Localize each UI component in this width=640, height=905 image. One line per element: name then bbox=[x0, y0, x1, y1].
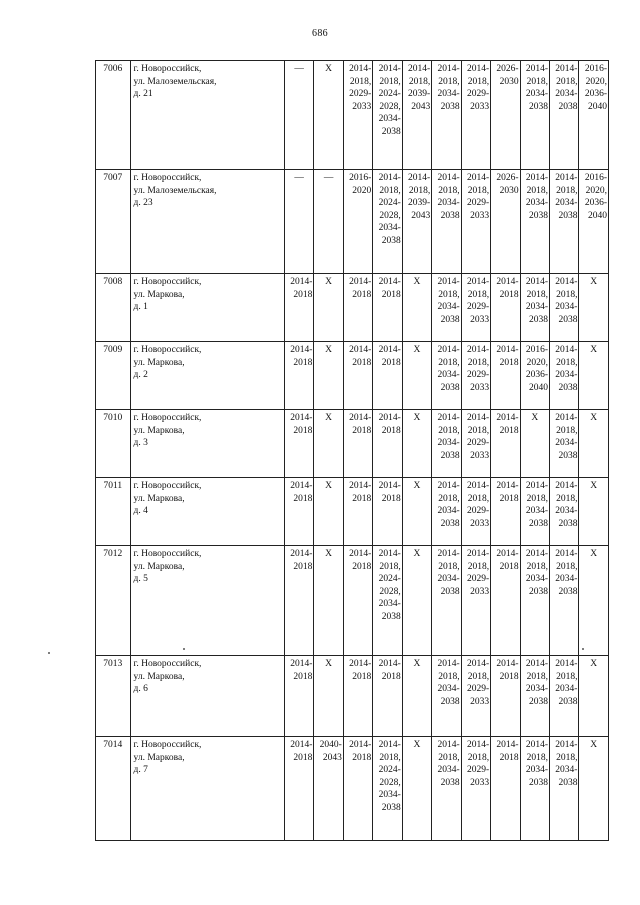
period-cell: 2014- 2018 bbox=[343, 478, 372, 546]
address-cell: г. Новороссийск, ул. Маркова, д. 5 bbox=[130, 546, 284, 656]
period-cell: X bbox=[314, 546, 343, 656]
period-cell: — bbox=[284, 170, 313, 274]
row-number: 7013 bbox=[96, 656, 131, 737]
period-cell: 2014- 2018, 2034- 2038 bbox=[550, 656, 579, 737]
period-cell: 2014- 2018, 2034- 2038 bbox=[550, 170, 579, 274]
period-cell: X bbox=[402, 546, 431, 656]
period-cell: 2014- 2018 bbox=[343, 410, 372, 478]
scan-speck bbox=[48, 652, 50, 654]
period-cell: X bbox=[520, 410, 549, 478]
row-number: 7011 bbox=[96, 478, 131, 546]
period-cell: 2014- 2018, 2029- 2033 bbox=[461, 737, 490, 841]
table-row bbox=[96, 274, 609, 342]
period-cell: X bbox=[579, 737, 609, 841]
period-cell: — bbox=[314, 170, 343, 274]
address-cell: г. Новороссийск, ул. Маркова, д. 2 bbox=[130, 342, 284, 410]
table-row bbox=[96, 737, 609, 841]
period-cell: 2014- 2018 bbox=[491, 656, 520, 737]
period-cell: 2014- 2018, 2029- 2033 bbox=[461, 478, 490, 546]
row-number: 7006 bbox=[96, 61, 131, 170]
period-cell: 2014- 2018, 2034- 2038 bbox=[432, 61, 461, 170]
period-cell: X bbox=[579, 478, 609, 546]
period-cell: 2014- 2018 bbox=[373, 478, 402, 546]
period-cell: 2014- 2018, 2034- 2038 bbox=[432, 737, 461, 841]
period-cell: 2014- 2018 bbox=[373, 656, 402, 737]
address-cell: г. Новороссийск, ул. Маркова, д. 1 bbox=[130, 274, 284, 342]
schedule-table bbox=[95, 60, 609, 841]
period-cell: 2014- 2018, 2034- 2038 bbox=[520, 478, 549, 546]
period-cell: 2014- 2018, 2039- 2043 bbox=[402, 61, 431, 170]
period-cell: 2014- 2018, 2029- 2033 bbox=[461, 656, 490, 737]
period-cell: 2014- 2018, 2034- 2038 bbox=[432, 656, 461, 737]
table-row bbox=[96, 546, 609, 656]
period-cell: X bbox=[579, 656, 609, 737]
period-cell: 2014- 2018, 2029- 2033 bbox=[461, 342, 490, 410]
scan-speck bbox=[183, 648, 185, 650]
period-cell: X bbox=[579, 274, 609, 342]
period-cell: 2016- 2020, 2036- 2040 bbox=[520, 342, 549, 410]
table-row bbox=[96, 61, 609, 170]
period-cell: 2014- 2018, 2034- 2038 bbox=[520, 274, 549, 342]
period-cell: X bbox=[579, 410, 609, 478]
row-number: 7009 bbox=[96, 342, 131, 410]
period-cell: 2014- 2018 bbox=[491, 546, 520, 656]
period-cell: 2026- 2030 bbox=[491, 170, 520, 274]
period-cell: 2014- 2018, 2034- 2038 bbox=[550, 274, 579, 342]
period-cell: X bbox=[402, 274, 431, 342]
table-row bbox=[96, 656, 609, 737]
period-cell: 2016- 2020, 2036- 2040 bbox=[579, 61, 609, 170]
period-cell: 2014- 2018 bbox=[343, 546, 372, 656]
period-cell: 2014- 2018, 2034- 2038 bbox=[520, 656, 549, 737]
period-cell: 2014- 2018, 2029- 2033 bbox=[461, 546, 490, 656]
period-cell: 2014- 2018 bbox=[343, 656, 372, 737]
table-body bbox=[96, 61, 609, 841]
period-cell: 2014- 2018, 2029- 2033 bbox=[461, 170, 490, 274]
period-cell: X bbox=[402, 656, 431, 737]
period-cell: 2014- 2018, 2034- 2038 bbox=[520, 546, 549, 656]
period-cell: 2014- 2018 bbox=[491, 737, 520, 841]
period-cell: X bbox=[402, 342, 431, 410]
row-number: 7008 bbox=[96, 274, 131, 342]
period-cell: 2014- 2018, 2039- 2043 bbox=[402, 170, 431, 274]
table-row bbox=[96, 478, 609, 546]
period-cell: 2014- 2018 bbox=[373, 342, 402, 410]
period-cell: 2014- 2018, 2034- 2038 bbox=[550, 737, 579, 841]
period-cell: X bbox=[314, 61, 343, 170]
period-cell: 2014- 2018, 2034- 2038 bbox=[432, 274, 461, 342]
period-cell: X bbox=[579, 546, 609, 656]
row-number: 7012 bbox=[96, 546, 131, 656]
table-row bbox=[96, 342, 609, 410]
period-cell: 2014- 2018, 2029- 2033 bbox=[461, 61, 490, 170]
period-cell: 2016- 2020, 2036- 2040 bbox=[579, 170, 609, 274]
period-cell: 2014- 2018 bbox=[373, 410, 402, 478]
period-cell: 2014- 2018, 2034- 2038 bbox=[550, 342, 579, 410]
period-cell: 2014- 2018 bbox=[343, 737, 372, 841]
period-cell: X bbox=[314, 274, 343, 342]
period-cell: 2014- 2018, 2034- 2038 bbox=[520, 61, 549, 170]
period-cell: 2014- 2018, 2024- 2028, 2034- 2038 bbox=[373, 61, 402, 170]
period-cell: 2014- 2018 bbox=[491, 342, 520, 410]
period-cell: 2014- 2018 bbox=[284, 737, 313, 841]
period-cell: X bbox=[579, 342, 609, 410]
period-cell: 2014- 2018, 2024- 2028, 2034- 2038 bbox=[373, 170, 402, 274]
period-cell: X bbox=[402, 737, 431, 841]
period-cell: 2014- 2018, 2034- 2038 bbox=[432, 170, 461, 274]
period-cell: 2014- 2018, 2024- 2028, 2034- 2038 bbox=[373, 546, 402, 656]
period-cell: 2014- 2018, 2029- 2033 bbox=[343, 61, 372, 170]
period-cell: 2014- 2018, 2034- 2038 bbox=[550, 410, 579, 478]
period-cell: 2014- 2018, 2034- 2038 bbox=[432, 342, 461, 410]
address-cell: г. Новороссийск, ул. Маркова, д. 4 bbox=[130, 478, 284, 546]
address-cell: г. Новороссийск, ул. Малоземельская, д. 23 bbox=[130, 170, 284, 274]
period-cell: X bbox=[402, 410, 431, 478]
address-cell: г. Новороссийск, ул. Маркова, д. 3 bbox=[130, 410, 284, 478]
period-cell: 2014- 2018 bbox=[491, 478, 520, 546]
row-number: 7014 bbox=[96, 737, 131, 841]
period-cell: 2014- 2018 bbox=[284, 342, 313, 410]
period-cell: 2014- 2018, 2034- 2038 bbox=[550, 546, 579, 656]
period-cell: X bbox=[314, 656, 343, 737]
period-cell: 2014- 2018 bbox=[343, 342, 372, 410]
period-cell: 2014- 2018 bbox=[284, 410, 313, 478]
period-cell: 2014- 2018 bbox=[373, 274, 402, 342]
period-cell: 2014- 2018 bbox=[284, 478, 313, 546]
period-cell: 2014- 2018, 2034- 2038 bbox=[550, 478, 579, 546]
period-cell: 2026- 2030 bbox=[491, 61, 520, 170]
period-cell: 2014- 2018, 2029- 2033 bbox=[461, 274, 490, 342]
period-cell: — bbox=[284, 61, 313, 170]
period-cell: 2014- 2018, 2034- 2038 bbox=[432, 546, 461, 656]
period-cell: 2014- 2018, 2034- 2038 bbox=[550, 61, 579, 170]
table-row bbox=[96, 410, 609, 478]
address-cell: г. Новороссийск, ул. Маркова, д. 7 bbox=[130, 737, 284, 841]
period-cell: 2014- 2018 bbox=[284, 656, 313, 737]
period-cell: 2040- 2043 bbox=[314, 737, 343, 841]
row-number: 7010 bbox=[96, 410, 131, 478]
page-number: 686 bbox=[312, 28, 328, 39]
period-cell: 2014- 2018 bbox=[343, 274, 372, 342]
period-cell: 2014- 2018 bbox=[491, 274, 520, 342]
period-cell: 2014- 2018 bbox=[491, 410, 520, 478]
period-cell: X bbox=[402, 478, 431, 546]
period-cell: 2016- 2020 bbox=[343, 170, 372, 274]
address-cell: г. Новороссийск, ул. Маркова, д. 6 bbox=[130, 656, 284, 737]
scan-speck bbox=[582, 648, 584, 650]
period-cell: 2014- 2018, 2034- 2038 bbox=[432, 410, 461, 478]
period-cell: X bbox=[314, 342, 343, 410]
table-row bbox=[96, 170, 609, 274]
period-cell: 2014- 2018 bbox=[284, 274, 313, 342]
period-cell: 2014- 2018, 2024- 2028, 2034- 2038 bbox=[373, 737, 402, 841]
period-cell: 2014- 2018, 2034- 2038 bbox=[432, 478, 461, 546]
period-cell: X bbox=[314, 410, 343, 478]
address-cell: г. Новороссийск, ул. Малоземельская, д. 21 bbox=[130, 61, 284, 170]
period-cell: 2014- 2018, 2034- 2038 bbox=[520, 170, 549, 274]
period-cell: X bbox=[314, 478, 343, 546]
period-cell: 2014- 2018, 2034- 2038 bbox=[520, 737, 549, 841]
row-number: 7007 bbox=[96, 170, 131, 274]
period-cell: 2014- 2018 bbox=[284, 546, 313, 656]
period-cell: 2014- 2018, 2029- 2033 bbox=[461, 410, 490, 478]
